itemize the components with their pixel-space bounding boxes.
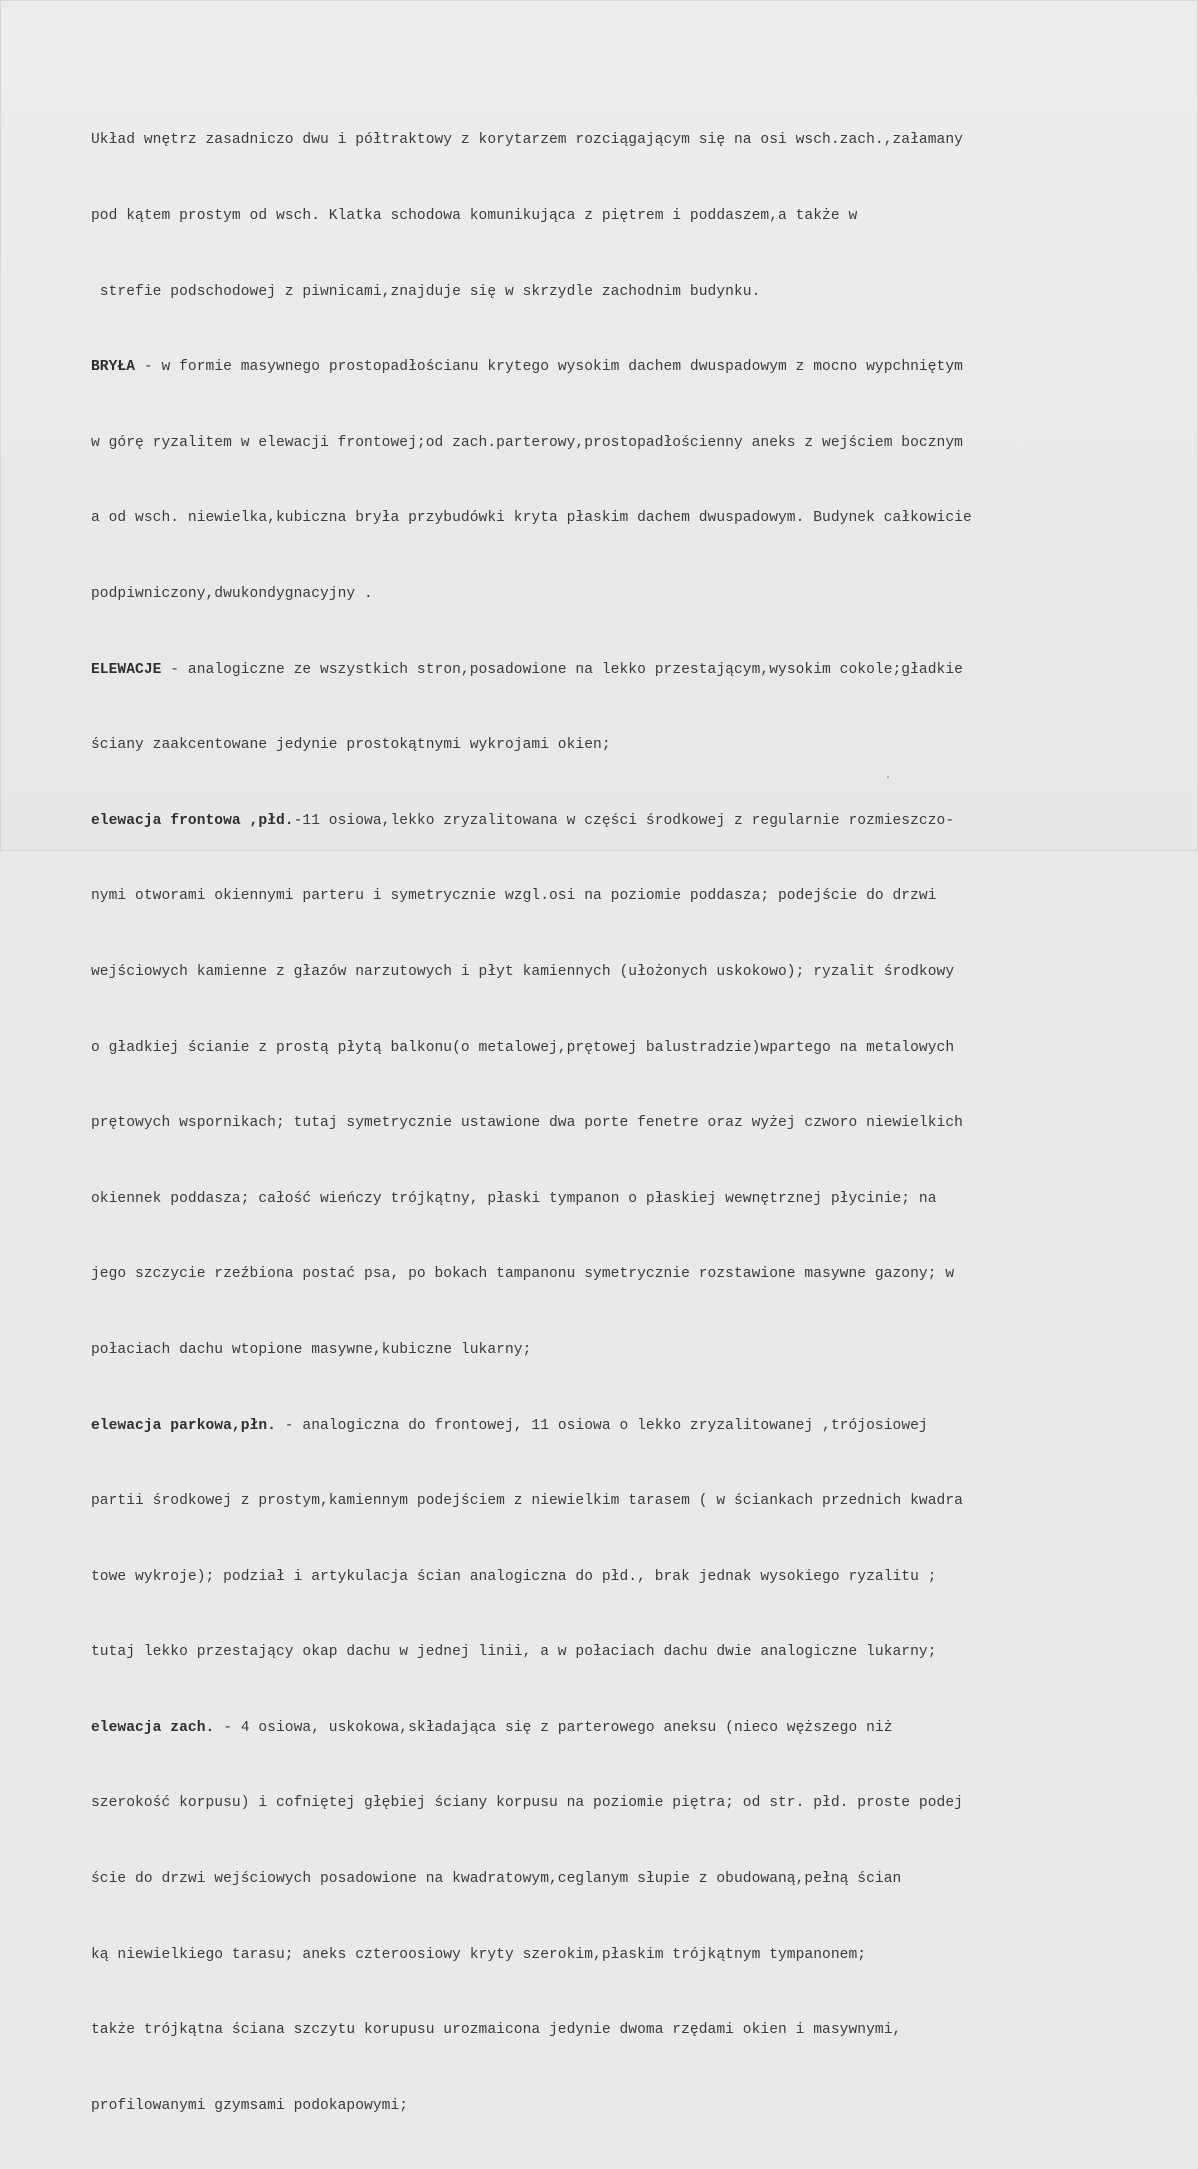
line-text: -11 osiowa,lekko zryzalitowana w części środkowej z regularnie rozmieszczo- — [293, 812, 955, 829]
line-text: ką niewielkiego tarasu; aneks czteroosiowy kryty szerokim,płaskim trójkątnym tympanonem; — [91, 1946, 867, 1963]
text-line — [91, 1187, 1151, 1212]
line-text: towe wykroje); podział i artykulacja ścian analogiczna do płd., brak jednak wysokiego ryzalitu ; — [91, 1568, 937, 1585]
paper-speck — [887, 776, 889, 778]
line-text: tutaj lekko przestający okap dachu w jednej linii, a w połaciach dachu dwie analogiczne lukarny; — [91, 1644, 937, 1661]
text-line — [91, 1640, 1151, 1665]
line-text: - analogiczne ze wszystkich stron,posadowione na lekko przestającym,wysokim cokole;gładkie — [161, 661, 963, 678]
line-text: prętowych wspornikach; tutaj symetrycznie ustawione dwa porte fenetre oraz wyżej czworo niewielkich — [91, 1115, 963, 1132]
text-line — [91, 1565, 1151, 1590]
line-text: nymi otworami okiennymi parteru i symetrycznie wzgl.osi na poziomie poddasza; podejście do drzwi — [91, 888, 937, 905]
text-line — [91, 280, 1151, 305]
text-line — [91, 2018, 1151, 2043]
line-text: Układ wnętrz zasadniczo dwu i półtraktowy z korytarzem rozciągającym się na osi wsch.zach.,załamany — [91, 132, 963, 149]
line-text: także trójkątna ściana szczytu korupusu urozmaicona jedynie dwoma rzędami okien i masywnymi, — [91, 2022, 902, 2039]
text-line — [91, 733, 1151, 758]
text-line — [91, 2094, 1151, 2119]
line-text: ściany zaakcentowane jedynie prostokątnymi wykrojami okien; — [91, 737, 611, 754]
text-line — [91, 506, 1151, 531]
line-text: podpiwniczony,dwukondygnacyjny . — [91, 585, 373, 602]
text-line — [91, 1111, 1151, 1136]
typed-text-block — [91, 78, 1151, 2169]
line-text: w górę ryzalitem w elewacji frontowej;od zach.parterowy,prostopadłościenny aneks z wejściem bocznym — [91, 434, 963, 451]
text-line — [91, 1036, 1151, 1061]
line-text: wejściowych kamienne z głazów narzutowych i płyt kamiennych (ułożonych uskokowo); ryzalit środkowy — [91, 963, 955, 980]
line-text: - w formie masywnego prostopadłościanu krytego wysokim dachem dwuspadowym z mocno wypchniętym — [135, 359, 963, 376]
text-line — [91, 884, 1151, 909]
text-line — [91, 1489, 1151, 1514]
bold-heading: BRYŁA — [91, 359, 136, 376]
bold-heading: ELEWACJE — [91, 661, 162, 678]
bold-heading: elewacja parkowa,płn. — [91, 1417, 276, 1434]
line-text: szerokość korpusu) i cofniętej głębiej ściany korpusu na poziomie piętra; od str. płd. proste podej — [91, 1795, 963, 1812]
line-text: - 4 osiowa, uskokowa,składająca się z parterowego aneksu (nieco węższego niż — [214, 1719, 893, 1736]
text-line — [91, 1716, 1151, 1741]
line-text: połaciach dachu wtopione masywne,kubiczne lukarny; — [91, 1341, 532, 1358]
text-line — [91, 960, 1151, 985]
line-text: a od wsch. niewielka,kubiczna bryła przybudówki kryta płaskim dachem dwuspadowym. Budynek całkowicie — [91, 510, 972, 527]
text-line — [91, 1943, 1151, 1968]
line-text: o gładkiej ścianie z prostą płytą balkonu(o metalowej,prętowej balustradzie)wpartego na metalowych — [91, 1039, 955, 1056]
text-line — [91, 658, 1151, 683]
text-line — [91, 355, 1151, 380]
text-line — [91, 1791, 1151, 1816]
bold-heading: elewacja frontowa ,płd. — [91, 812, 294, 829]
text-line — [91, 1338, 1151, 1363]
text-line — [91, 204, 1151, 229]
text-line — [91, 1867, 1151, 1892]
line-text: profilowanymi gzymsami podokapowymi; — [91, 2097, 409, 2114]
line-text: ście do drzwi wejściowych posadowione na kwadratowym,ceglanym słupie z obudowaną,pełną ścian — [91, 1871, 902, 1888]
text-line — [91, 809, 1151, 834]
text-line — [91, 431, 1151, 456]
text-line — [91, 128, 1151, 153]
line-text: strefie podschodowej z piwnicami,znajduje się w skrzydle zachodnim budynku. — [91, 283, 761, 300]
text-line — [91, 1262, 1151, 1287]
line-text: pod kątem prostym od wsch. Klatka schodowa komunikująca z piętrem i poddaszem,a także w — [91, 208, 858, 224]
text-line — [91, 1414, 1151, 1439]
bold-heading: elewacja zach. — [91, 1719, 215, 1736]
line-text: jego szczycie rzeźbiona postać psa, po bokach tampanonu symetrycznie rozstawione masywne gazony; w — [91, 1266, 955, 1283]
text-line — [91, 582, 1151, 607]
line-text: - analogiczna do frontowej, 11 osiowa o lekko zryzalitowanej ,trójosiowej — [275, 1417, 928, 1434]
line-text: okiennek poddasza; całość wieńczy trójkątny, płaski tympanon o płaskiej wewnętrznej płycinie; na — [91, 1190, 937, 1207]
line-text: partii środkowej z prostym,kamiennym podejściem z niewielkim tarasem ( w ściankach przednich kwadra — [91, 1493, 963, 1510]
